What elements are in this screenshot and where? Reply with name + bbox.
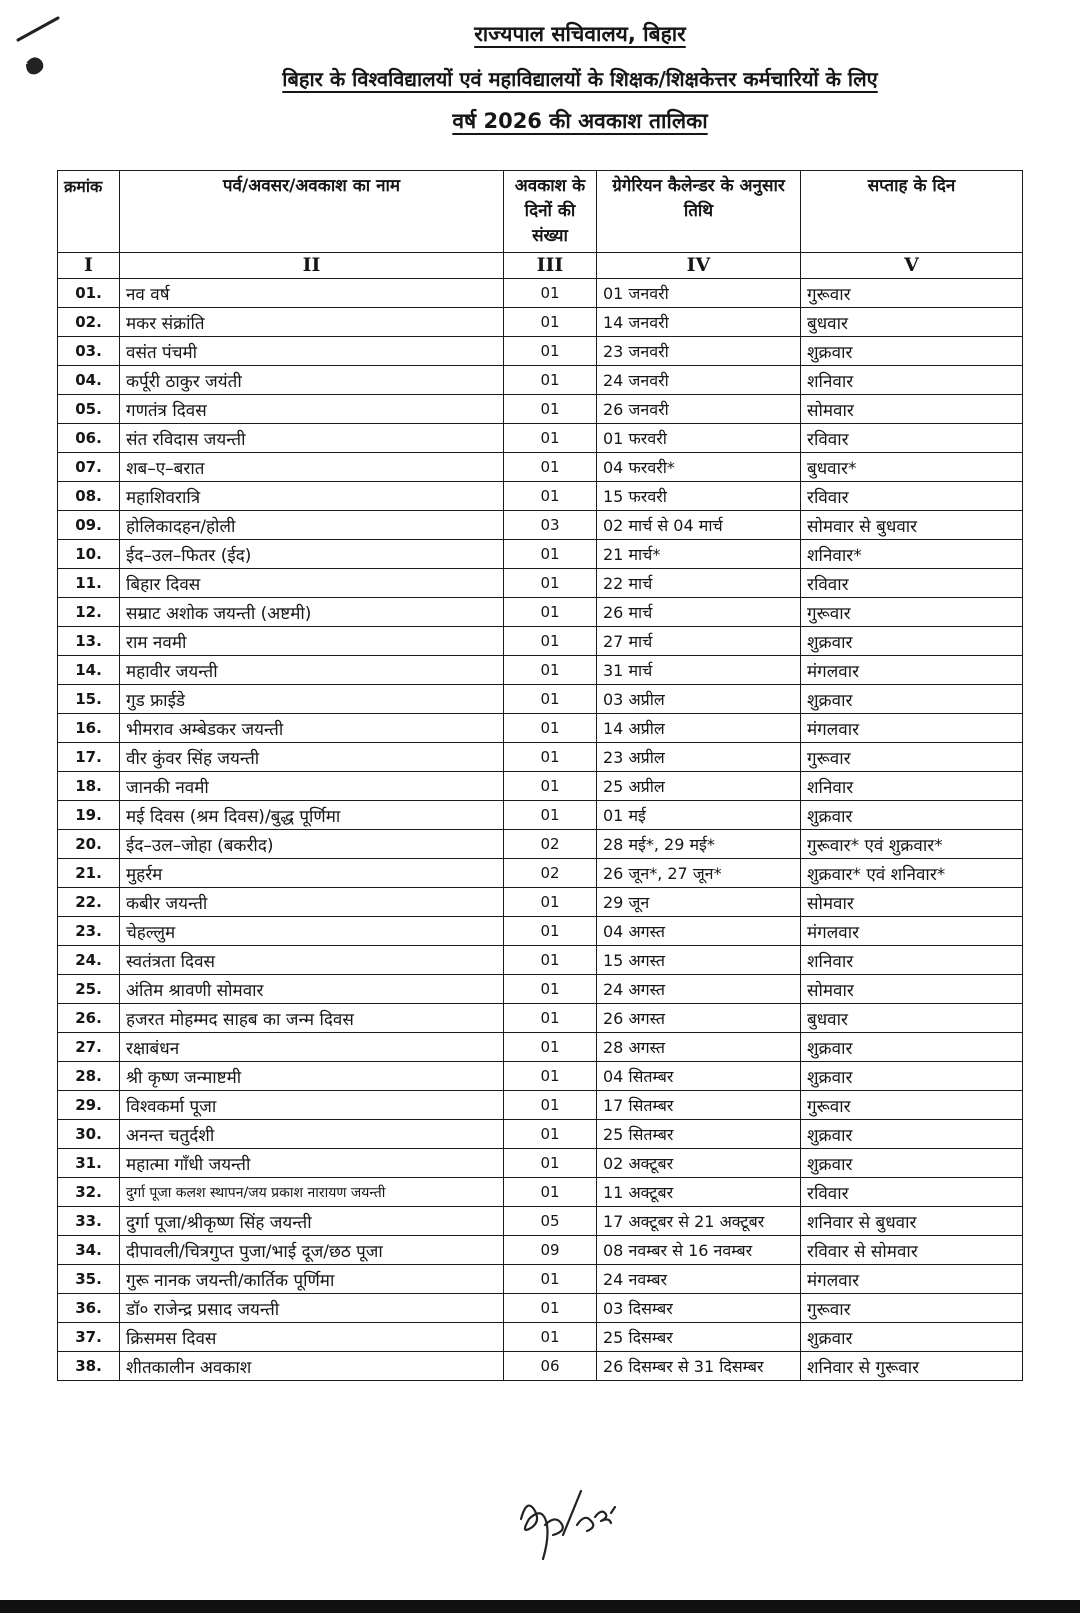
serial-number-cell: 24.: [58, 946, 120, 975]
holiday-name-cell: स्वतंत्रता दिवस: [120, 946, 504, 975]
days-count-cell: 01: [504, 801, 597, 830]
holiday-name-cell: नव वर्ष: [120, 279, 504, 308]
date-cell: 11 अक्टूबर: [597, 1178, 801, 1207]
days-count-cell: 01: [504, 1004, 597, 1033]
days-count-cell: 01: [504, 1294, 597, 1323]
serial-number-cell: 38.: [58, 1352, 120, 1381]
days-count-cell: 01: [504, 743, 597, 772]
table-header-row: [58, 171, 1023, 253]
holiday-name-cell: शब–ए–बरात: [120, 453, 504, 482]
weekday-cell: शनिवार: [801, 366, 1023, 395]
document-headings: [0, 22, 1080, 134]
holiday-name-cell: दुर्गा पूजा कलश स्थापन/जय प्रकाश नारायण जयन्ती: [120, 1178, 504, 1207]
date-cell: 14 जनवरी: [597, 308, 801, 337]
weekday-cell: मंगलवार: [801, 714, 1023, 743]
table-row: [58, 395, 1023, 424]
weekday-cell: बुधवार: [801, 308, 1023, 337]
date-cell: 25 सितम्बर: [597, 1120, 801, 1149]
weekday-cell: रविवार: [801, 569, 1023, 598]
weekday-cell: शुक्रवार: [801, 1033, 1023, 1062]
weekday-cell: बुधवार*: [801, 453, 1023, 482]
holiday-name-cell: श्री कृष्ण जन्माष्टमी: [120, 1062, 504, 1091]
table-row: [58, 540, 1023, 569]
days-count-cell: 01: [504, 308, 597, 337]
weekday-cell: शुक्रवार: [801, 801, 1023, 830]
holiday-name-cell: दुर्गा पूजा/श्रीकृष्ण सिंह जयन्ती: [120, 1207, 504, 1236]
weekday-cell: मंगलवार: [801, 1265, 1023, 1294]
date-cell: 02 मार्च से 04 मार्च: [597, 511, 801, 540]
holiday-name-cell: महावीर जयन्ती: [120, 656, 504, 685]
table-row: [58, 1004, 1023, 1033]
weekday-cell: बुधवार: [801, 1004, 1023, 1033]
weekday-cell: रविवार: [801, 482, 1023, 511]
days-count-cell: 01: [504, 424, 597, 453]
days-count-cell: 01: [504, 1149, 597, 1178]
days-count-cell: 01: [504, 569, 597, 598]
serial-number-cell: 34.: [58, 1236, 120, 1265]
serial-number-cell: 18.: [58, 772, 120, 801]
date-cell: 31 मार्च: [597, 656, 801, 685]
serial-number-cell: 13.: [58, 627, 120, 656]
table-row: [58, 1294, 1023, 1323]
days-count-cell: 01: [504, 540, 597, 569]
serial-number-cell: 10.: [58, 540, 120, 569]
serial-number-cell: 32.: [58, 1178, 120, 1207]
subtitle-heading: बिहार के विश्वविद्यालयों एवं महाविद्यालयों के शिक्षक/शिक्षकेत्तर कर्मचारियों के लिए: [282, 67, 878, 92]
days-count-cell: 01: [504, 772, 597, 801]
col-header-serial: क्रमांक: [58, 171, 120, 253]
days-count-cell: 01: [504, 337, 597, 366]
holiday-name-cell: महाशिवरात्रि: [120, 482, 504, 511]
serial-number-cell: 25.: [58, 975, 120, 1004]
weekday-cell: सोमवार: [801, 395, 1023, 424]
days-count-cell: 01: [504, 656, 597, 685]
serial-number-cell: 33.: [58, 1207, 120, 1236]
table-row: [58, 308, 1023, 337]
table-row: [58, 1207, 1023, 1236]
holiday-table: [57, 170, 1023, 1381]
table-row: [58, 743, 1023, 772]
days-count-cell: 01: [504, 1323, 597, 1352]
holiday-name-cell: ईद–उल–फितर (ईद): [120, 540, 504, 569]
table-row: [58, 801, 1023, 830]
date-cell: 04 फरवरी*: [597, 453, 801, 482]
date-cell: 03 दिसम्बर: [597, 1294, 801, 1323]
weekday-cell: सोमवार: [801, 975, 1023, 1004]
table-row: [58, 279, 1023, 308]
date-cell: 26 जून*, 27 जून*: [597, 859, 801, 888]
serial-number-cell: 12.: [58, 598, 120, 627]
serial-number-cell: 05.: [58, 395, 120, 424]
table-row: [58, 1236, 1023, 1265]
table-row: [58, 1149, 1023, 1178]
holiday-name-cell: होलिकादहन/होली: [120, 511, 504, 540]
date-cell: 26 जनवरी: [597, 395, 801, 424]
days-count-cell: 06: [504, 1352, 597, 1381]
serial-number-cell: 04.: [58, 366, 120, 395]
weekday-cell: सोमवार: [801, 888, 1023, 917]
table-row: [58, 714, 1023, 743]
table-row: [58, 1062, 1023, 1091]
holiday-name-cell: ईद–उल–जोहा (बकरीद): [120, 830, 504, 859]
serial-number-cell: 36.: [58, 1294, 120, 1323]
weekday-cell: शुक्रवार: [801, 685, 1023, 714]
serial-number-cell: 14.: [58, 656, 120, 685]
weekday-cell: गुरूवार: [801, 743, 1023, 772]
holiday-name-cell: वसंत पंचमी: [120, 337, 504, 366]
days-count-cell: 01: [504, 482, 597, 511]
date-cell: 02 अक्टूबर: [597, 1149, 801, 1178]
serial-number-cell: 35.: [58, 1265, 120, 1294]
weekday-cell: रविवार: [801, 1178, 1023, 1207]
weekday-cell: शुक्रवार: [801, 1120, 1023, 1149]
date-cell: 24 नवम्बर: [597, 1265, 801, 1294]
holiday-name-cell: क्रिसमस दिवस: [120, 1323, 504, 1352]
weekday-cell: शुक्रवार: [801, 1062, 1023, 1091]
page-title: वर्ष 2026 की अवकाश तालिका: [452, 109, 708, 134]
table-row: [58, 424, 1023, 453]
date-cell: 14 अप्रील: [597, 714, 801, 743]
table-row: [58, 656, 1023, 685]
holiday-name-cell: सम्राट अशोक जयन्ती (अष्टमी): [120, 598, 504, 627]
weekday-cell: शुक्रवार: [801, 337, 1023, 366]
holiday-name-cell: भीमराव अम्बेडकर जयन्ती: [120, 714, 504, 743]
days-count-cell: 01: [504, 1062, 597, 1091]
holiday-name-cell: बिहार दिवस: [120, 569, 504, 598]
days-count-cell: 01: [504, 395, 597, 424]
table-row: [58, 511, 1023, 540]
weekday-cell: रविवार: [801, 424, 1023, 453]
weekday-cell: गुरूवार: [801, 1091, 1023, 1120]
date-cell: 24 जनवरी: [597, 366, 801, 395]
date-cell: 24 अगस्त: [597, 975, 801, 1004]
roman-numeral: V: [801, 253, 1023, 279]
roman-numeral: IV: [597, 253, 801, 279]
table-row: [58, 685, 1023, 714]
holiday-name-cell: मई दिवस (श्रम दिवस)/बुद्ध पूर्णिमा: [120, 801, 504, 830]
days-count-cell: 01: [504, 627, 597, 656]
roman-numeral-row: [58, 253, 1023, 279]
serial-number-cell: 31.: [58, 1149, 120, 1178]
date-cell: 22 मार्च: [597, 569, 801, 598]
serial-number-cell: 08.: [58, 482, 120, 511]
serial-number-cell: 15.: [58, 685, 120, 714]
days-count-cell: 01: [504, 917, 597, 946]
weekday-cell: गुरूवार: [801, 598, 1023, 627]
days-count-cell: 01: [504, 1265, 597, 1294]
serial-number-cell: 23.: [58, 917, 120, 946]
roman-numeral: I: [58, 253, 120, 279]
holiday-name-cell: कबीर जयन्ती: [120, 888, 504, 917]
days-count-cell: 02: [504, 830, 597, 859]
weekday-cell: गुरूवार: [801, 279, 1023, 308]
holiday-name-cell: वीर कुंवर सिंह जयन्ती: [120, 743, 504, 772]
serial-number-cell: 16.: [58, 714, 120, 743]
table-row: [58, 453, 1023, 482]
table-row: [58, 1178, 1023, 1207]
weekday-cell: गुरूवार* एवं शुक्रवार*: [801, 830, 1023, 859]
days-count-cell: 02: [504, 859, 597, 888]
date-cell: 15 अगस्त: [597, 946, 801, 975]
col-header-days: अवकाश के दिनों की संख्या: [504, 171, 597, 253]
days-count-cell: 01: [504, 1120, 597, 1149]
weekday-cell: शुक्रवार: [801, 627, 1023, 656]
serial-number-cell: 27.: [58, 1033, 120, 1062]
table-row: [58, 888, 1023, 917]
serial-number-cell: 01.: [58, 279, 120, 308]
days-count-cell: 01: [504, 1091, 597, 1120]
table-row: [58, 830, 1023, 859]
date-cell: 28 अगस्त: [597, 1033, 801, 1062]
table-row: [58, 859, 1023, 888]
serial-number-cell: 37.: [58, 1323, 120, 1352]
date-cell: 25 दिसम्बर: [597, 1323, 801, 1352]
table-row: [58, 482, 1023, 511]
days-count-cell: 01: [504, 975, 597, 1004]
holiday-name-cell: चेहल्लुम: [120, 917, 504, 946]
table-row: [58, 366, 1023, 395]
serial-number-cell: 07.: [58, 453, 120, 482]
serial-number-cell: 11.: [58, 569, 120, 598]
holiday-name-cell: शीतकालीन अवकाश: [120, 1352, 504, 1381]
serial-number-cell: 21.: [58, 859, 120, 888]
table-row: [58, 975, 1023, 1004]
table-row: [58, 569, 1023, 598]
bottom-edge-bar: [0, 1600, 1080, 1613]
weekday-cell: शुक्रवार: [801, 1149, 1023, 1178]
holiday-name-cell: गुड फ्राईडे: [120, 685, 504, 714]
serial-number-cell: 09.: [58, 511, 120, 540]
date-cell: 26 अगस्त: [597, 1004, 801, 1033]
weekday-cell: शनिवार: [801, 772, 1023, 801]
serial-number-cell: 28.: [58, 1062, 120, 1091]
table-row: [58, 1120, 1023, 1149]
date-cell: 01 जनवरी: [597, 279, 801, 308]
holiday-name-cell: गणतंत्र दिवस: [120, 395, 504, 424]
date-cell: 17 अक्टूबर से 21 अक्टूबर: [597, 1207, 801, 1236]
serial-number-cell: 02.: [58, 308, 120, 337]
days-count-cell: 03: [504, 511, 597, 540]
days-count-cell: 01: [504, 598, 597, 627]
holiday-name-cell: जानकी नवमी: [120, 772, 504, 801]
weekday-cell: शनिवार: [801, 946, 1023, 975]
days-count-cell: 01: [504, 1033, 597, 1062]
office-heading: राज्यपाल सचिवालय, बिहार: [474, 22, 686, 46]
date-cell: 26 मार्च: [597, 598, 801, 627]
serial-number-cell: 03.: [58, 337, 120, 366]
days-count-cell: 01: [504, 946, 597, 975]
holiday-name-cell: कर्पूरी ठाकुर जयंती: [120, 366, 504, 395]
col-header-date: ग्रेगेरियन कैलेन्डर के अनुसार तिथि: [597, 171, 801, 253]
holiday-name-cell: राम नवमी: [120, 627, 504, 656]
date-cell: 26 दिसम्बर से 31 दिसम्बर: [597, 1352, 801, 1381]
serial-number-cell: 06.: [58, 424, 120, 453]
table-row: [58, 1323, 1023, 1352]
date-cell: 04 अगस्त: [597, 917, 801, 946]
col-header-weekday: सप्ताह के दिन: [801, 171, 1023, 253]
holiday-name-cell: विश्वकर्मा पूजा: [120, 1091, 504, 1120]
serial-number-cell: 26.: [58, 1004, 120, 1033]
serial-number-cell: 20.: [58, 830, 120, 859]
holiday-name-cell: गुरू नानक जयन्ती/कार्तिक पूर्णिमा: [120, 1265, 504, 1294]
table-row: [58, 1091, 1023, 1120]
signature: [515, 1485, 625, 1565]
roman-numeral: II: [120, 253, 504, 279]
date-cell: 27 मार्च: [597, 627, 801, 656]
weekday-cell: सोमवार से बुधवार: [801, 511, 1023, 540]
holiday-name-cell: मकर संक्रांति: [120, 308, 504, 337]
days-count-cell: 01: [504, 714, 597, 743]
holiday-name-cell: दीपावली/चित्रगुप्त पुजा/भाई दूज/छठ पूजा: [120, 1236, 504, 1265]
days-count-cell: 05: [504, 1207, 597, 1236]
holiday-name-cell: महात्मा गाँधी जयन्ती: [120, 1149, 504, 1178]
days-count-cell: 01: [504, 453, 597, 482]
date-cell: 08 नवम्बर से 16 नवम्बर: [597, 1236, 801, 1265]
col-header-name: पर्व/अवसर/अवकाश का नाम: [120, 171, 504, 253]
serial-number-cell: 22.: [58, 888, 120, 917]
table-row: [58, 917, 1023, 946]
date-cell: 21 मार्च*: [597, 540, 801, 569]
weekday-cell: मंगलवार: [801, 917, 1023, 946]
weekday-cell: शुक्रवार* एवं शनिवार*: [801, 859, 1023, 888]
table-row: [58, 1033, 1023, 1062]
weekday-cell: रविवार से सोमवार: [801, 1236, 1023, 1265]
days-count-cell: 01: [504, 1178, 597, 1207]
weekday-cell: गुरूवार: [801, 1294, 1023, 1323]
days-count-cell: 09: [504, 1236, 597, 1265]
date-cell: 23 जनवरी: [597, 337, 801, 366]
weekday-cell: शनिवार से बुधवार: [801, 1207, 1023, 1236]
days-count-cell: 01: [504, 279, 597, 308]
holiday-name-cell: संत रविदास जयन्ती: [120, 424, 504, 453]
holiday-name-cell: अंतिम श्रावणी सोमवार: [120, 975, 504, 1004]
holiday-name-cell: डॉ० राजेन्द्र प्रसाद जयन्ती: [120, 1294, 504, 1323]
serial-number-cell: 30.: [58, 1120, 120, 1149]
holiday-name-cell: अनन्त चतुर्दशी: [120, 1120, 504, 1149]
serial-number-cell: 29.: [58, 1091, 120, 1120]
weekday-cell: शनिवार*: [801, 540, 1023, 569]
serial-number-cell: 17.: [58, 743, 120, 772]
date-cell: 23 अप्रील: [597, 743, 801, 772]
weekday-cell: शनिवार से गुरूवार: [801, 1352, 1023, 1381]
holiday-name-cell: रक्षाबंधन: [120, 1033, 504, 1062]
table-row: [58, 337, 1023, 366]
date-cell: 29 जून: [597, 888, 801, 917]
days-count-cell: 01: [504, 366, 597, 395]
days-count-cell: 01: [504, 685, 597, 714]
holiday-table-body: [58, 279, 1023, 1381]
holiday-table-container: [57, 170, 1022, 1381]
weekday-cell: शुक्रवार: [801, 1323, 1023, 1352]
holiday-name-cell: हजरत मोहम्मद साहब का जन्म दिवस: [120, 1004, 504, 1033]
table-row: [58, 1352, 1023, 1381]
date-cell: 25 अप्रील: [597, 772, 801, 801]
table-row: [58, 627, 1023, 656]
days-count-cell: 01: [504, 888, 597, 917]
date-cell: 04 सितम्बर: [597, 1062, 801, 1091]
table-row: [58, 772, 1023, 801]
date-cell: 03 अप्रील: [597, 685, 801, 714]
date-cell: 28 मई*, 29 मई*: [597, 830, 801, 859]
date-cell: 01 मई: [597, 801, 801, 830]
serial-number-cell: 19.: [58, 801, 120, 830]
table-row: [58, 598, 1023, 627]
table-row: [58, 946, 1023, 975]
date-cell: 17 सितम्बर: [597, 1091, 801, 1120]
holiday-name-cell: मुहर्रम: [120, 859, 504, 888]
weekday-cell: मंगलवार: [801, 656, 1023, 685]
date-cell: 01 फरवरी: [597, 424, 801, 453]
date-cell: 15 फरवरी: [597, 482, 801, 511]
table-row: [58, 1265, 1023, 1294]
roman-numeral: III: [504, 253, 597, 279]
